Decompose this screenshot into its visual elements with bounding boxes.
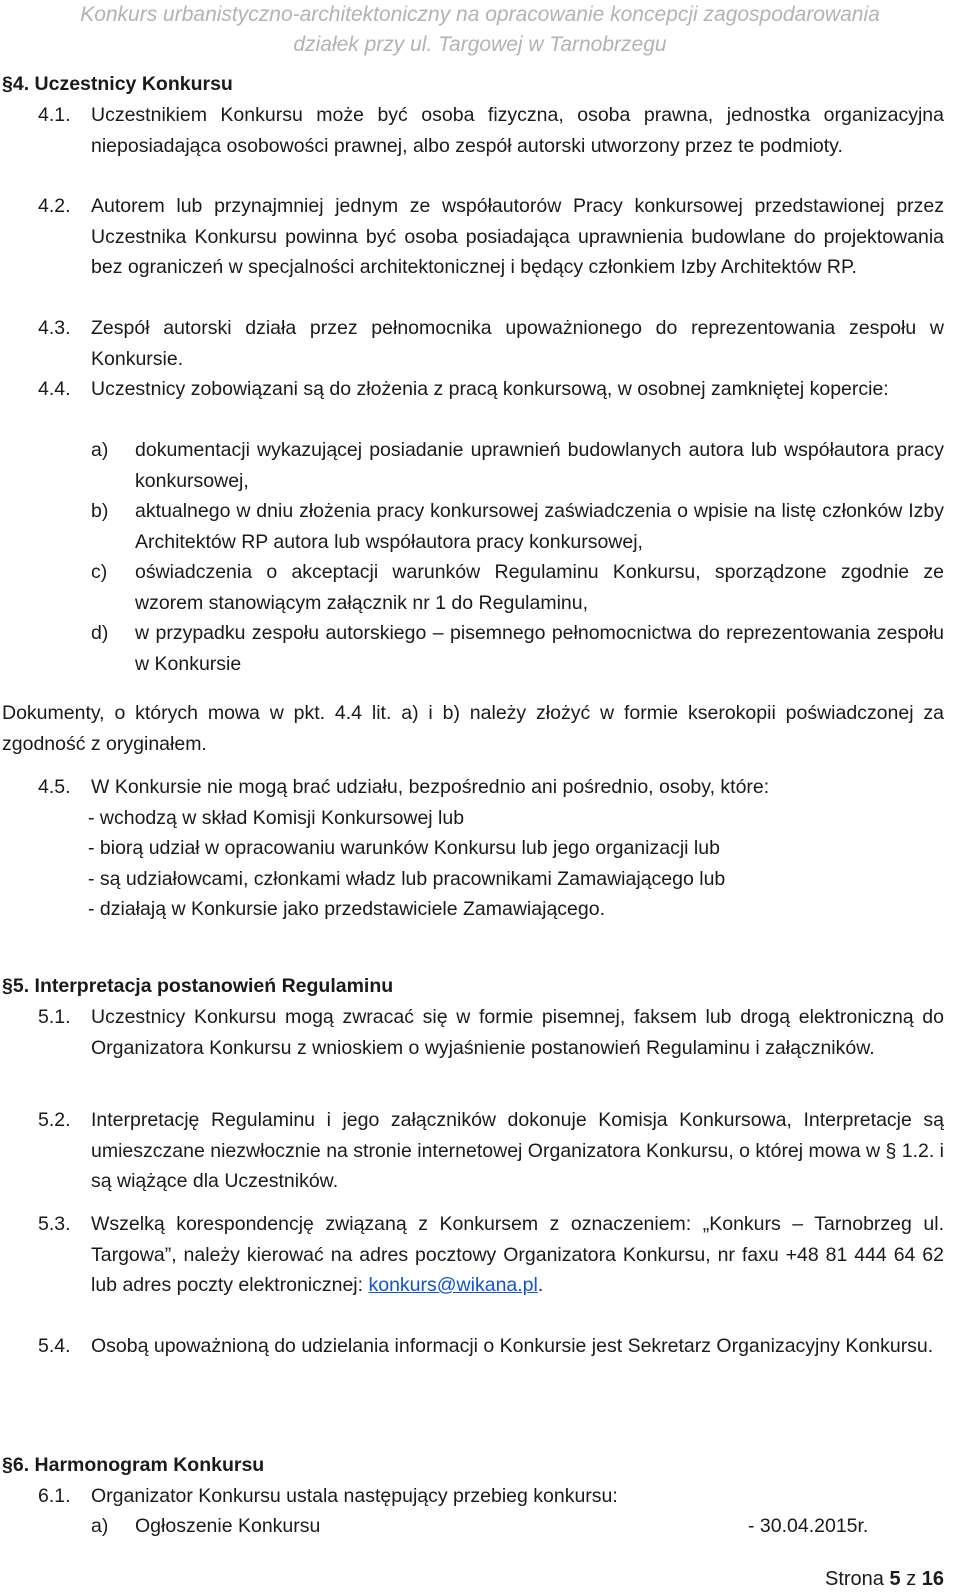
list-item-d (0, 618, 960, 680)
paragraph-4-1 (0, 100, 960, 192)
documents-note-text: Dokumenty, o których mowa w pkt. 4.4 lit. a) i b) należy złożyć w formie kserokopii poświadczonej za zgodność z oryginałem. (2, 702, 944, 755)
section-5-title: §5. Interpretacja postanowień Regulaminu (2, 975, 394, 997)
section-6-title: §6. Harmonogram Konkursu (2, 1454, 265, 1476)
paragraph-text: Organizator Konkursu ustala następujący przebieg konkursu: (91, 1485, 618, 1507)
paragraph-end: . (537, 1274, 544, 1296)
paragraph-5-1 (0, 1002, 960, 1094)
paragraph-text: Uczestnikiem Konkursu może być osoba fizyczna, osoba prawna, jednostka organizacyjna nieposiadająca osobowości prawnej, albo zespół autorski utworzony przez te podmioty. (91, 104, 944, 157)
paragraph-5-2 (0, 1105, 960, 1197)
paragraph-number: 4.2. (38, 195, 71, 217)
page-header (0, 0, 960, 60)
exclusion-text: - wchodzą w skład Komisji Konkursowej lub (88, 807, 465, 829)
header-line-1: Konkurs urbanistyczno-architektoniczny na opracowanie koncepcji zagospodarowania (80, 3, 880, 26)
paragraph-number: 6.1. (38, 1485, 71, 1507)
list-text: oświadczenia o akceptacji warunków Regulaminu Konkursu, sporządzone zgodnie ze wzorem stanowiącym załącznik nr 1 do Regulaminu, (135, 561, 944, 614)
documents-note (0, 698, 960, 760)
paragraph-number: 4.3. (38, 317, 71, 339)
list-letter: c) (91, 561, 108, 583)
list-item-b (0, 496, 960, 558)
paragraph-4-3 (0, 313, 960, 375)
paragraph-4-2 (0, 191, 960, 313)
paragraph-number: 5.2. (38, 1109, 71, 1131)
paragraph-5-4 (0, 1331, 960, 1393)
header-line-2: działek przy ul. Targowej w Tarnobrzegu (293, 33, 667, 56)
section-4-title: §4. Uczestnicy Konkursu (2, 73, 233, 95)
list-text: w przypadku zespołu autorskiego – pisemnego pełnomocnictwa do reprezentowania zespołu w Konkursie (135, 622, 944, 675)
list-letter: a) (91, 439, 109, 461)
paragraph-text: Interpretację Regulaminu i jego załączników dokonuje Komisja Konkursowa, Interpretacje są umieszczane niezwłocznie na stronie internetowej Organizatora Konkursu, o której mowa w § 1.2. i są wiążące dla Uczestników. (91, 1109, 945, 1192)
exclusion-text: - działają w Konkursie jako przedstawiciele Zamawiającego. (88, 898, 605, 920)
schedule-label: Ogłoszenie Konkursu (135, 1515, 321, 1537)
exclusion-text: - są udziałowcami, członkami władz lub pracownikami Zamawiającego lub (88, 868, 726, 890)
list-letter: d) (91, 622, 109, 644)
paragraph-number: 4.1. (38, 104, 71, 126)
email-link[interactable]: konkurs@wikana.pl (368, 1274, 538, 1296)
exclusion-text: - biorą udział w opracowaniu warunków Konkursu lub jego organizacji lub (88, 837, 720, 859)
paragraph-number: 5.3. (38, 1213, 71, 1235)
paragraph-4-4 (0, 374, 960, 436)
footer-page-number: 5 (889, 1568, 901, 1590)
schedule-letter: a) (91, 1515, 109, 1537)
list-text: dokumentacji wykazującej posiadanie uprawnień budowlanych autora lub współautora pracy konkursowej, (135, 439, 944, 492)
footer-separator: z (906, 1568, 917, 1590)
paragraph-number: 5.1. (38, 1006, 71, 1028)
paragraph-text: Uczestnicy zobowiązani są do złożenia z pracą konkursową, w osobnej zamkniętej kopercie: (91, 378, 889, 400)
paragraph-body: Wszelką korespondencję związaną z Konkursem z oznaczeniem: „Konkurs – Tarnobrzeg ul. Targowa”, należy kierować na adres pocztowy Organizatora Konkursu, nr faxu +48 81 444 64 62 lub adres poczty elektronicznej: (91, 1213, 944, 1296)
paragraph-4-5 (0, 772, 960, 803)
paragraph-text: Zespół autorski działa przez pełnomocnika upoważnionego do reprezentowania zespołu w Konkursie. (91, 317, 944, 370)
paragraph-text (91, 1209, 944, 1301)
paragraph-text: Uczestnicy Konkursu mogą zwracać się w formie pisemnej, faksem lub drogą elektroniczną do Organizatora Konkursu z wnioskiem o wyjaśnienie postanowień Regulaminu i załączników. (91, 1006, 944, 1059)
paragraph-number: 5.4. (38, 1335, 71, 1357)
paragraph-text: Autorem lub przynajmniej jednym ze współautorów Pracy konkursowej przedstawionej przez Uczestnika Konkursu powinna być osoba posiadająca uprawnienia budowlane do projektowania bez ograniczeń w specjalności architektonicznej i będący członkiem Izby Architektów RP. (91, 195, 944, 278)
paragraph-text: Osobą upoważnioną do udzielania informacji o Konkursie jest Sekretarz Organizacyjny Konkursu. (91, 1335, 934, 1357)
list-item-c (0, 557, 960, 619)
footer-prefix: Strona (825, 1568, 884, 1590)
paragraph-number: 4.5. (38, 776, 71, 798)
paragraph-text: W Konkursie nie mogą brać udziału, bezpośrednio ani pośrednio, osoby, które: (91, 776, 770, 798)
paragraph-5-3 (0, 1209, 960, 1331)
list-item-a (0, 435, 960, 497)
list-letter: b) (91, 500, 109, 522)
footer-total-pages: 16 (921, 1568, 944, 1590)
list-text: aktualnego w dniu złożenia pracy konkursowej zaświadczenia o wpisie na listę członków Izby Architektów RP autora lub współautora pracy konkursowej, (135, 500, 944, 553)
paragraph-number: 4.4. (38, 378, 71, 400)
schedule-date: - 30.04.2015r. (748, 1515, 869, 1537)
page-footer (825, 1566, 944, 1592)
